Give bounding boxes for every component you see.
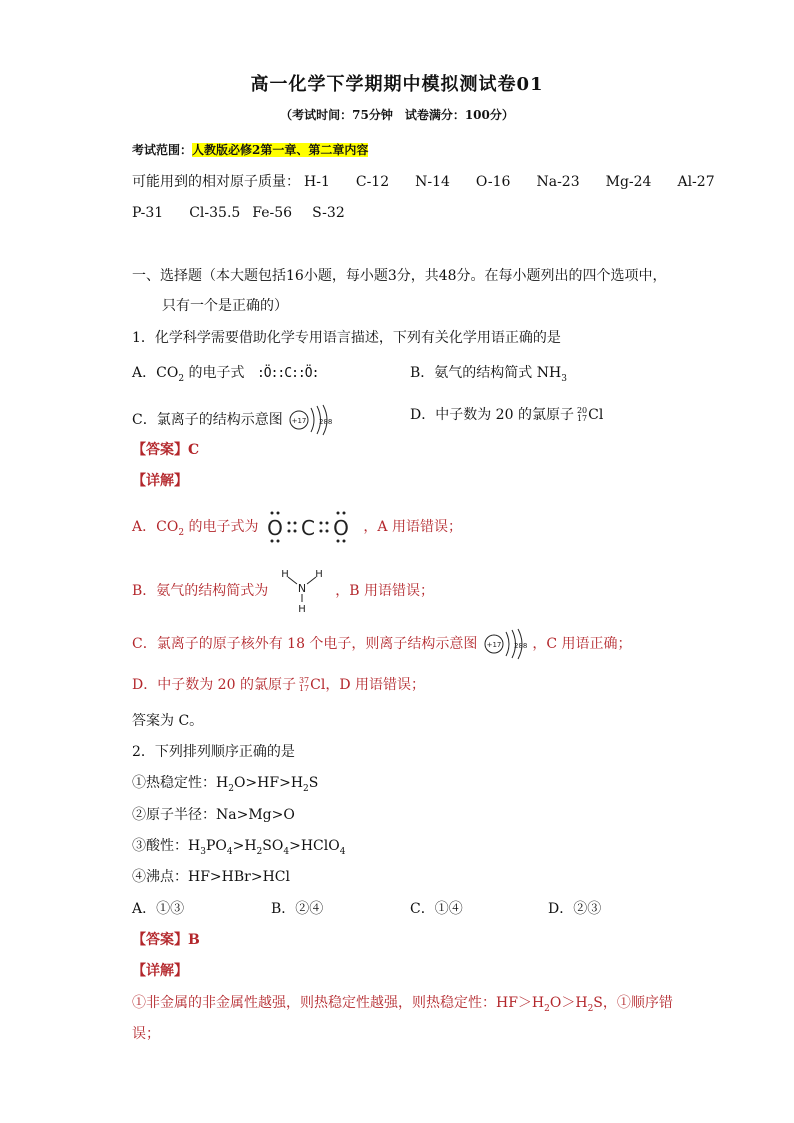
scope-label: 考试范围：: [132, 143, 193, 157]
text: 2: [178, 373, 185, 384]
text: SO: [262, 838, 284, 854]
text: >H: [232, 838, 257, 854]
atom-h: H: [297, 604, 306, 614]
text: ③酸性：H: [132, 838, 201, 854]
q1-answer: 【答案】C: [132, 442, 200, 458]
q1-conclusion: 答案为 C。: [132, 713, 204, 729]
q1-option-a: [132, 363, 318, 389]
mass-item: O-16: [475, 174, 511, 190]
text: B．氨气的结构简式 NH: [410, 365, 562, 381]
exam-info: （考试时间：75分钟 试卷满分：100分）: [280, 108, 514, 122]
atom-h: H: [314, 569, 323, 580]
q2-item-4: ④沸点：HF>HBr>HCl: [132, 869, 290, 885]
text: 3: [561, 373, 567, 384]
atom-h: H: [280, 569, 289, 580]
text: 3: [200, 846, 206, 857]
q2-answer: 【答案】B: [132, 932, 200, 948]
page-title: 高一化学下学期期中模拟测试卷01: [250, 74, 544, 95]
q1-option-d: [410, 405, 603, 425]
q1-exp-c: [132, 627, 632, 661]
section-heading-line2: 只有一个是正确的）: [162, 298, 288, 314]
text: C．氯离子的原子核外有 18 个电子，则离子结构示意图: [132, 636, 478, 652]
q2-detail-heading: 【详解】: [132, 963, 188, 979]
text: ，D 用语错误；: [325, 677, 426, 693]
q2-option-d: D．②③: [548, 901, 602, 917]
text: S，①顺序错: [593, 995, 673, 1011]
q1-option-b: [410, 363, 567, 389]
text: ①非金属的非金属性越强，则热稳定性越强，则热稳定性：HF＞H: [132, 995, 545, 1011]
q2-exp-1-line1: [132, 993, 673, 1019]
text: 4: [339, 846, 346, 857]
atomic-mass-row2: [132, 203, 371, 223]
text: ①热稳定性：H: [132, 775, 229, 791]
q2-item-3: [132, 836, 345, 862]
nucleus-charge: +17: [486, 641, 502, 649]
q2-item-1: [132, 773, 318, 799]
co2-lewis-structure: [263, 510, 359, 544]
nh3-structure: [273, 568, 331, 614]
q2-stem: 2．下列排列顺序正确的是: [132, 744, 295, 760]
text: 4: [283, 846, 290, 857]
text: 2: [303, 783, 309, 794]
mass-item: C-12: [355, 174, 390, 190]
text: A．CO: [132, 365, 179, 381]
q1-exp-a: [132, 510, 462, 544]
q2-option-a: A．①③: [132, 901, 185, 917]
element-symbol: Cl: [588, 407, 604, 423]
atomic-number: 17: [576, 414, 588, 423]
section-heading-line1: 一、选择题（本大题包括16小题，每小题3分，共48分。在每小题列出的四个选项中，: [132, 268, 667, 284]
mass-number: 37: [298, 676, 310, 685]
mass-item: Al-27: [677, 174, 715, 190]
text: 4: [226, 846, 233, 857]
shell-electrons: 288: [513, 642, 528, 650]
mass-item: P-31: [132, 205, 164, 221]
q2-option-c: C．①④: [410, 901, 463, 917]
chloride-ion-diagram: [287, 403, 333, 437]
text: >HClO: [289, 838, 340, 854]
text: 2: [256, 846, 263, 857]
atomic-number: 17: [298, 684, 310, 693]
co2-electron-formula: :Ö::C::Ö:: [256, 366, 319, 381]
mass-item: Na-23: [536, 174, 580, 190]
atom-o-right: O: [333, 516, 349, 540]
text: D．中子数为 20 的氯原子: [132, 677, 296, 693]
text: 的电子式: [184, 365, 245, 381]
element-symbol: Cl: [310, 677, 326, 693]
scope-value: 人教版必修2第一章、第二章内容: [192, 143, 369, 157]
text: 2: [587, 1003, 594, 1014]
q1-exp-b: [132, 568, 434, 614]
mass-item: Mg-24: [605, 174, 652, 190]
isotope-numbers: [577, 407, 587, 423]
text: 2: [544, 1003, 550, 1014]
text: O>HF>H: [233, 775, 304, 791]
q1-option-c: [132, 403, 333, 437]
atom-o-left: O: [267, 516, 283, 540]
atom-n: N: [297, 582, 306, 595]
mass-item: S-32: [312, 205, 345, 221]
mass-item: H-1: [304, 174, 330, 190]
text: 2: [228, 783, 234, 794]
text: C．氯离子的结构示意图: [132, 412, 283, 428]
text: PO: [205, 838, 227, 854]
atom-c: C: [300, 516, 315, 540]
text: A．CO: [132, 519, 179, 535]
q2-exp-1-line2: 误；: [132, 1026, 160, 1042]
text: 2: [178, 527, 185, 538]
atomic-mass-row1: [132, 172, 715, 192]
text: B．氨气的结构简式为: [132, 583, 269, 599]
mass-item: Fe-56: [252, 205, 293, 221]
q2-item-2: ②原子半径：Na>Mg>O: [132, 807, 295, 823]
q1-exp-d: [132, 675, 425, 695]
mass-item: N-14: [415, 174, 450, 190]
text: O＞H: [549, 995, 588, 1011]
mass-number: 20: [576, 406, 588, 415]
exam-scope: [132, 140, 368, 160]
q1-stem: 1．化学科学需要借助化学专用语言描述，下列有关化学用语正确的是: [132, 330, 561, 346]
mass-item: Cl-35.5: [189, 205, 241, 221]
q2-option-b: B．②④: [271, 901, 324, 917]
chloride-ion-diagram: [482, 627, 528, 661]
nucleus-charge: +17: [291, 417, 307, 425]
text: S: [308, 775, 319, 791]
shell-electrons: 288: [319, 418, 333, 426]
q1-detail-heading: 【详解】: [132, 473, 188, 489]
text: ，A 用语错误；: [363, 519, 462, 535]
atomic-mass-label: 可能用到的相对原子质量：: [132, 174, 300, 190]
text: ，B 用语错误；: [335, 583, 434, 599]
text: D．中子数为 20 的氯原子: [410, 407, 574, 423]
isotope-numbers: [299, 677, 309, 693]
text: ，C 用语正确；: [532, 636, 632, 652]
text: 的电子式为: [184, 519, 259, 535]
